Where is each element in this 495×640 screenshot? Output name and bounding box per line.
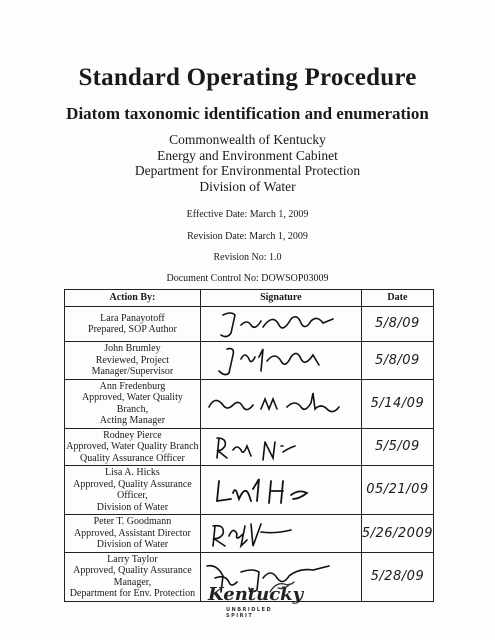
organization-block [0, 132, 495, 194]
revision-date: Revision Date: March 1, 2009 [187, 231, 308, 242]
handwritten-signature [201, 516, 361, 550]
signature-date: 5/14/09 [361, 379, 433, 428]
approver-role: Prepared, SOP Author [88, 324, 177, 335]
signature-date: 05/21/09 [361, 466, 433, 515]
approver-role: Department for Env. Protection [69, 588, 196, 599]
approver-role: Approved, Quality Assurance Manager, [73, 565, 192, 588]
action-cell [65, 307, 201, 342]
signature-date: 5/8/09 [361, 307, 433, 342]
signature-cell [200, 379, 361, 428]
table-row [65, 342, 434, 380]
table-row [65, 307, 434, 342]
action-cell [65, 379, 201, 428]
handwritten-signature [201, 473, 361, 507]
header-date: Date [361, 290, 433, 307]
signature-cell [200, 515, 361, 553]
approval-table [64, 289, 434, 602]
approver-role: Approved, Assistant Director [73, 527, 191, 539]
signature-cell [200, 307, 361, 342]
approver-name: Rodney Pierce [103, 429, 162, 441]
approver-role: Acting Manager [99, 415, 166, 426]
table-row [65, 515, 434, 553]
signature-date: 5/26/2009 [361, 515, 433, 553]
approver-role: Approved, Water Quality Branch [66, 441, 199, 452]
header-action-by: Action By: [65, 290, 201, 307]
signature-date: 5/5/09 [361, 428, 433, 466]
approver-name: Lisa A. Hicks [105, 467, 160, 478]
logo-wordmark: Kentucky [208, 584, 304, 605]
horse-icon [268, 580, 298, 596]
action-cell [65, 466, 201, 515]
approver-role: Approved, Quality Assurance Officer, [73, 478, 192, 501]
org-line: Department for Environmental Protection [134, 163, 361, 178]
document-subtitle: Diatom taxonomic identification and enumeration [66, 104, 429, 123]
effective-date: Effective Date: March 1, 2009 [186, 209, 309, 220]
action-cell [65, 342, 201, 380]
logo-tagline: UNBRIDLED SPIRIT [226, 607, 273, 619]
kentucky-logo [208, 584, 304, 624]
table-row [65, 428, 434, 466]
revision-number: Revision No: 1.0 [213, 252, 282, 263]
org-line: Division of Water [199, 178, 296, 194]
table-header-row [65, 290, 434, 307]
signature-cell [200, 428, 361, 466]
org-line: Commonwealth of Kentucky [169, 132, 326, 147]
signature-cell [200, 342, 361, 380]
action-cell [65, 515, 201, 553]
header-signature: Signature [200, 290, 361, 307]
signature-cell [200, 466, 361, 515]
action-cell [65, 428, 201, 466]
approver-role: Division of Water [96, 501, 169, 513]
org-line: Energy and Environment Cabinet [157, 147, 338, 163]
approver-name: Lara Panayotoff [100, 312, 165, 324]
approver-name: Peter T. Goodmann [93, 516, 172, 527]
handwritten-signature [201, 430, 361, 464]
approver-name: Ann Fredenburg [99, 380, 166, 392]
approver-name: John Brumley [104, 343, 161, 354]
action-cell [65, 552, 201, 601]
approver-role: Reviewed, Project Manager/Supervisor [91, 354, 174, 377]
table-row [65, 466, 434, 515]
signature-date: 5/8/09 [361, 342, 433, 380]
approver-role: Quality Assurance Officer [80, 452, 185, 464]
approver-role: Approved, Water Quality Branch, [81, 392, 183, 415]
table-row [65, 379, 434, 428]
signature-date: 5/28/09 [361, 552, 433, 601]
handwritten-signature [201, 307, 361, 341]
handwritten-signature [201, 387, 361, 421]
approver-role: Division of Water [96, 539, 169, 550]
handwritten-signature [201, 343, 361, 377]
document-control-number: Document Control No: DOWSOP03009 [166, 273, 329, 284]
page-title: Standard Operating Procedure [78, 64, 417, 91]
approver-name: Larry Taylor [107, 553, 158, 565]
